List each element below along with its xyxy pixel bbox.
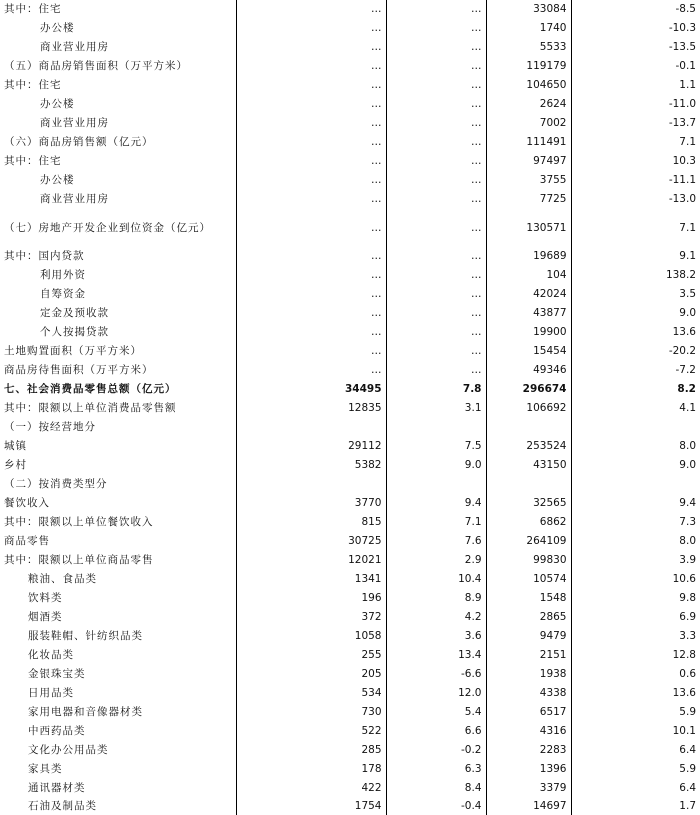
cumulative-value: 3755 [486, 171, 571, 190]
row-label: 中西药品类 [0, 722, 236, 741]
current-month-value: … [236, 304, 386, 323]
current-month-value: … [236, 19, 386, 38]
current-month-value: 534 [236, 684, 386, 703]
row-label: 办公楼 [0, 171, 236, 190]
current-month-growth: … [386, 38, 486, 57]
cumulative-value: 10574 [486, 570, 571, 589]
current-month-growth: 9.4 [386, 494, 486, 513]
table-row [0, 722, 700, 741]
cumulative-value: 3379 [486, 779, 571, 798]
cumulative-growth: 8.2 [677, 383, 696, 395]
cumulative-growth: 8.0 [679, 535, 696, 547]
table-row [0, 19, 700, 38]
row-label: 其中：住宅 [0, 152, 236, 171]
current-month-value: 285 [236, 741, 386, 760]
cumulative-growth: 9.0 [679, 459, 696, 471]
row-label: 商业营业用房 [0, 190, 236, 209]
cumulative-value: 2624 [486, 95, 571, 114]
cumulative-value: 130571 [486, 209, 571, 247]
cumulative-value: 296674 [486, 380, 571, 399]
row-label: （五）商品房销售面积（万平方米） [0, 57, 236, 76]
current-month-value: 1754 [236, 798, 386, 815]
current-month-value: … [236, 57, 386, 76]
current-month-growth: 7.6 [386, 532, 486, 551]
cumulative-value: 43150 [486, 456, 571, 475]
current-month-value: … [236, 95, 386, 114]
cumulative-growth: 12.8 [672, 649, 696, 661]
current-month-growth: 2.9 [386, 551, 486, 570]
cumulative-value: 32565 [486, 494, 571, 513]
table-row [0, 513, 700, 532]
cumulative-value: 7002 [486, 114, 571, 133]
current-month-value: 522 [236, 722, 386, 741]
row-label: 商品房待售面积（万平方米） [0, 361, 236, 380]
cumulative-growth: -13.5 [668, 41, 696, 53]
current-month-growth: 12.0 [386, 684, 486, 703]
current-month-value: 34495 [236, 380, 386, 399]
table-row [0, 152, 700, 171]
table-row [0, 304, 700, 323]
cumulative-value: 42024 [486, 285, 571, 304]
cumulative-value: 49346 [486, 361, 571, 380]
row-label: （六）商品房销售额（亿元） [0, 133, 236, 152]
current-month-growth: -6.6 [386, 665, 486, 684]
current-month-growth: 3.1 [386, 399, 486, 418]
cumulative-value: 43877 [486, 304, 571, 323]
current-month-growth [386, 475, 486, 494]
current-month-growth: 3.6 [386, 627, 486, 646]
cumulative-value [486, 418, 571, 437]
row-label: 七、社会消费品零售总额（亿元） [0, 380, 236, 399]
table-row [0, 285, 700, 304]
table-row [0, 665, 700, 684]
row-label: 办公楼 [0, 95, 236, 114]
table-row [0, 760, 700, 779]
current-month-growth: 5.4 [386, 703, 486, 722]
cumulative-growth: 13.6 [672, 687, 696, 699]
table-row [0, 475, 700, 494]
cumulative-growth: 9.4 [679, 497, 696, 509]
table-row [0, 323, 700, 342]
current-month-value: 5382 [236, 456, 386, 475]
cumulative-value: 104650 [486, 76, 571, 95]
row-label: 商品零售 [0, 532, 236, 551]
cumulative-value: 1740 [486, 19, 571, 38]
table-row [0, 589, 700, 608]
row-label: 烟酒类 [0, 608, 236, 627]
table-row [0, 494, 700, 513]
row-label: 粮油、食品类 [0, 570, 236, 589]
row-label: 办公楼 [0, 19, 236, 38]
current-month-value: … [236, 133, 386, 152]
row-label: （一）按经营地分 [0, 418, 236, 437]
current-month-growth: 4.2 [386, 608, 486, 627]
row-label: 文化办公用品类 [0, 741, 236, 760]
cumulative-value: 19900 [486, 323, 571, 342]
row-label: 商业营业用房 [0, 114, 236, 133]
cumulative-value: 97497 [486, 152, 571, 171]
cumulative-growth: -20.2 [668, 345, 696, 357]
cumulative-value: 99830 [486, 551, 571, 570]
cumulative-value: 1396 [486, 760, 571, 779]
row-label: 其中：限额以上单位消费品零售额 [0, 399, 236, 418]
cumulative-growth: 13.6 [672, 326, 696, 338]
cumulative-growth: 138.2 [665, 269, 696, 281]
table-row [0, 114, 700, 133]
row-label: 定金及预收款 [0, 304, 236, 323]
cumulative-growth: 7.1 [679, 136, 696, 148]
current-month-value: 30725 [236, 532, 386, 551]
cumulative-value: 4338 [486, 684, 571, 703]
current-month-value: … [236, 190, 386, 209]
cumulative-value: 2865 [486, 608, 571, 627]
row-label: 餐饮收入 [0, 494, 236, 513]
table-row [0, 684, 700, 703]
current-month-value: 1341 [236, 570, 386, 589]
current-month-growth: … [386, 19, 486, 38]
cumulative-value: 111491 [486, 133, 571, 152]
cumulative-value: 104 [486, 266, 571, 285]
current-month-growth: 8.4 [386, 779, 486, 798]
current-month-value: 29112 [236, 437, 386, 456]
current-month-value: 178 [236, 760, 386, 779]
current-month-value [236, 475, 386, 494]
cumulative-growth: 3.9 [679, 554, 696, 566]
current-month-value: … [236, 38, 386, 57]
cumulative-growth: -13.7 [668, 117, 696, 129]
row-label: 家用电器和音像器材类 [0, 703, 236, 722]
cumulative-growth: 8.0 [679, 440, 696, 452]
cumulative-growth: 0.6 [679, 668, 696, 680]
row-label: 饮料类 [0, 589, 236, 608]
cumulative-value: 5533 [486, 38, 571, 57]
current-month-value: 205 [236, 665, 386, 684]
row-label: 个人按揭贷款 [0, 323, 236, 342]
cumulative-growth: 1.7 [679, 800, 696, 812]
cumulative-value: 19689 [486, 247, 571, 266]
row-label: 商业营业用房 [0, 38, 236, 57]
cumulative-growth: -11.0 [668, 98, 696, 110]
current-month-value [236, 418, 386, 437]
current-month-growth: … [386, 95, 486, 114]
cumulative-growth: -11.1 [668, 174, 696, 186]
current-month-value: 12021 [236, 551, 386, 570]
table-row [0, 57, 700, 76]
row-label: 服装鞋帽、针纺织品类 [0, 627, 236, 646]
cumulative-growth: 7.1 [679, 221, 696, 234]
row-label: 家具类 [0, 760, 236, 779]
table-row [0, 741, 700, 760]
current-month-growth: 7.8 [386, 380, 486, 399]
cumulative-growth: 10.3 [672, 155, 696, 167]
table-row [0, 418, 700, 437]
cumulative-value: 4316 [486, 722, 571, 741]
cumulative-growth: 3.3 [679, 630, 696, 642]
table-row [0, 38, 700, 57]
current-month-value: 730 [236, 703, 386, 722]
current-month-value: 196 [236, 589, 386, 608]
cumulative-value: 9479 [486, 627, 571, 646]
row-label: 土地购置面积（万平方米） [0, 342, 236, 361]
table-row [0, 133, 700, 152]
current-month-growth: … [386, 266, 486, 285]
table-row [0, 342, 700, 361]
current-month-growth: … [386, 190, 486, 209]
table-row [0, 380, 700, 399]
cumulative-value: 33084 [486, 0, 571, 19]
current-month-value: 12835 [236, 399, 386, 418]
current-month-value: … [236, 247, 386, 266]
current-month-growth: -0.4 [386, 798, 486, 815]
cumulative-growth: -13.0 [668, 193, 696, 205]
row-label: 化妆品类 [0, 646, 236, 665]
current-month-value: … [236, 114, 386, 133]
current-month-growth: … [386, 0, 486, 19]
cumulative-value: 119179 [486, 57, 571, 76]
row-label: 石油及制品类 [0, 798, 236, 815]
table-row [0, 190, 700, 209]
current-month-growth: 7.5 [386, 437, 486, 456]
cumulative-growth [571, 418, 700, 437]
cumulative-value: 6517 [486, 703, 571, 722]
cumulative-growth: -8.5 [675, 3, 696, 15]
table-row [0, 171, 700, 190]
current-month-growth: -0.2 [386, 741, 486, 760]
current-month-growth: … [386, 171, 486, 190]
current-month-value: … [236, 76, 386, 95]
table-row [0, 266, 700, 285]
row-label: 乡村 [0, 456, 236, 475]
cumulative-growth: 5.9 [679, 763, 696, 775]
current-month-growth: … [386, 114, 486, 133]
table-row [0, 779, 700, 798]
current-month-value: … [236, 285, 386, 304]
current-month-growth: 13.4 [386, 646, 486, 665]
cumulative-growth: 9.8 [679, 592, 696, 604]
row-label: （二）按消费类型分 [0, 475, 236, 494]
cumulative-value: 2151 [486, 646, 571, 665]
row-label: 其中：限额以上单位餐饮收入 [0, 513, 236, 532]
cumulative-value [486, 475, 571, 494]
table-row [0, 76, 700, 95]
table-row [0, 646, 700, 665]
current-month-value: … [236, 152, 386, 171]
current-month-value: … [236, 171, 386, 190]
cumulative-growth: 6.9 [679, 611, 696, 623]
cumulative-growth [571, 475, 700, 494]
table-row [0, 608, 700, 627]
current-month-growth: … [386, 342, 486, 361]
current-month-value: 815 [236, 513, 386, 532]
current-month-growth: … [386, 361, 486, 380]
row-label: 其中：住宅 [0, 0, 236, 19]
current-month-growth: … [386, 323, 486, 342]
row-label: 其中：限额以上单位商品零售 [0, 551, 236, 570]
cumulative-growth: -7.2 [675, 364, 696, 376]
cumulative-growth: 5.9 [679, 706, 696, 718]
current-month-value: 3770 [236, 494, 386, 513]
cumulative-growth: -0.1 [675, 60, 696, 72]
cumulative-growth: 6.4 [679, 782, 696, 794]
current-month-growth: … [386, 57, 486, 76]
current-month-value: 255 [236, 646, 386, 665]
cumulative-growth: 9.1 [679, 250, 696, 262]
row-label: 其中：国内贷款 [0, 247, 236, 266]
cumulative-value: 15454 [486, 342, 571, 361]
current-month-value: … [236, 0, 386, 19]
table-row [0, 456, 700, 475]
current-month-growth: 8.9 [386, 589, 486, 608]
current-month-value: … [236, 323, 386, 342]
current-month-value: 1058 [236, 627, 386, 646]
current-month-growth: … [386, 133, 486, 152]
current-month-growth: 10.4 [386, 570, 486, 589]
current-month-value: 422 [236, 779, 386, 798]
current-month-growth [386, 418, 486, 437]
current-month-value: … [236, 266, 386, 285]
current-month-growth: 9.0 [386, 456, 486, 475]
table-row [0, 399, 700, 418]
cumulative-growth: -10.3 [668, 22, 696, 34]
cumulative-growth: 10.6 [672, 573, 696, 585]
table-row [0, 209, 700, 247]
current-month-value: … [236, 361, 386, 380]
current-month-growth: … [386, 304, 486, 323]
current-month-growth: … [386, 76, 486, 95]
table-row [0, 95, 700, 114]
table-row [0, 437, 700, 456]
current-month-growth: 6.3 [386, 760, 486, 779]
cumulative-value: 7725 [486, 190, 571, 209]
row-label: 自筹资金 [0, 285, 236, 304]
cumulative-value: 264109 [486, 532, 571, 551]
cumulative-value: 253524 [486, 437, 571, 456]
current-month-value: … [236, 342, 386, 361]
table-row [0, 0, 700, 19]
table-row [0, 798, 700, 815]
row-label: 其中：住宅 [0, 76, 236, 95]
cumulative-growth: 1.1 [679, 79, 696, 91]
cumulative-growth: 6.4 [679, 744, 696, 756]
table-row [0, 247, 700, 266]
current-month-growth: 6.6 [386, 722, 486, 741]
cumulative-value: 14697 [486, 798, 571, 815]
current-month-growth: … [386, 247, 486, 266]
cumulative-growth: 10.1 [672, 725, 696, 737]
current-month-growth: … [386, 209, 486, 247]
current-month-value: … [236, 209, 386, 247]
table-row [0, 551, 700, 570]
row-label: 城镇 [0, 437, 236, 456]
current-month-growth: … [386, 285, 486, 304]
cumulative-value: 6862 [486, 513, 571, 532]
current-month-growth: … [386, 152, 486, 171]
table-row [0, 361, 700, 380]
cumulative-growth: 4.1 [679, 402, 696, 414]
row-label: 利用外资 [0, 266, 236, 285]
cumulative-value: 106692 [486, 399, 571, 418]
row-label: 日用品类 [0, 684, 236, 703]
cumulative-growth: 9.0 [679, 307, 696, 319]
current-month-value: 372 [236, 608, 386, 627]
table-row [0, 570, 700, 589]
cumulative-value: 2283 [486, 741, 571, 760]
table-row [0, 703, 700, 722]
row-label: （七）房地产开发企业到位资金（亿元） [0, 209, 236, 247]
table-row [0, 532, 700, 551]
row-label: 通讯器材类 [0, 779, 236, 798]
cumulative-growth: 3.5 [679, 288, 696, 300]
cumulative-value: 1938 [486, 665, 571, 684]
table-row [0, 627, 700, 646]
cumulative-growth: 7.3 [679, 516, 696, 528]
cumulative-value: 1548 [486, 589, 571, 608]
current-month-growth: 7.1 [386, 513, 486, 532]
row-label: 金银珠宝类 [0, 665, 236, 684]
